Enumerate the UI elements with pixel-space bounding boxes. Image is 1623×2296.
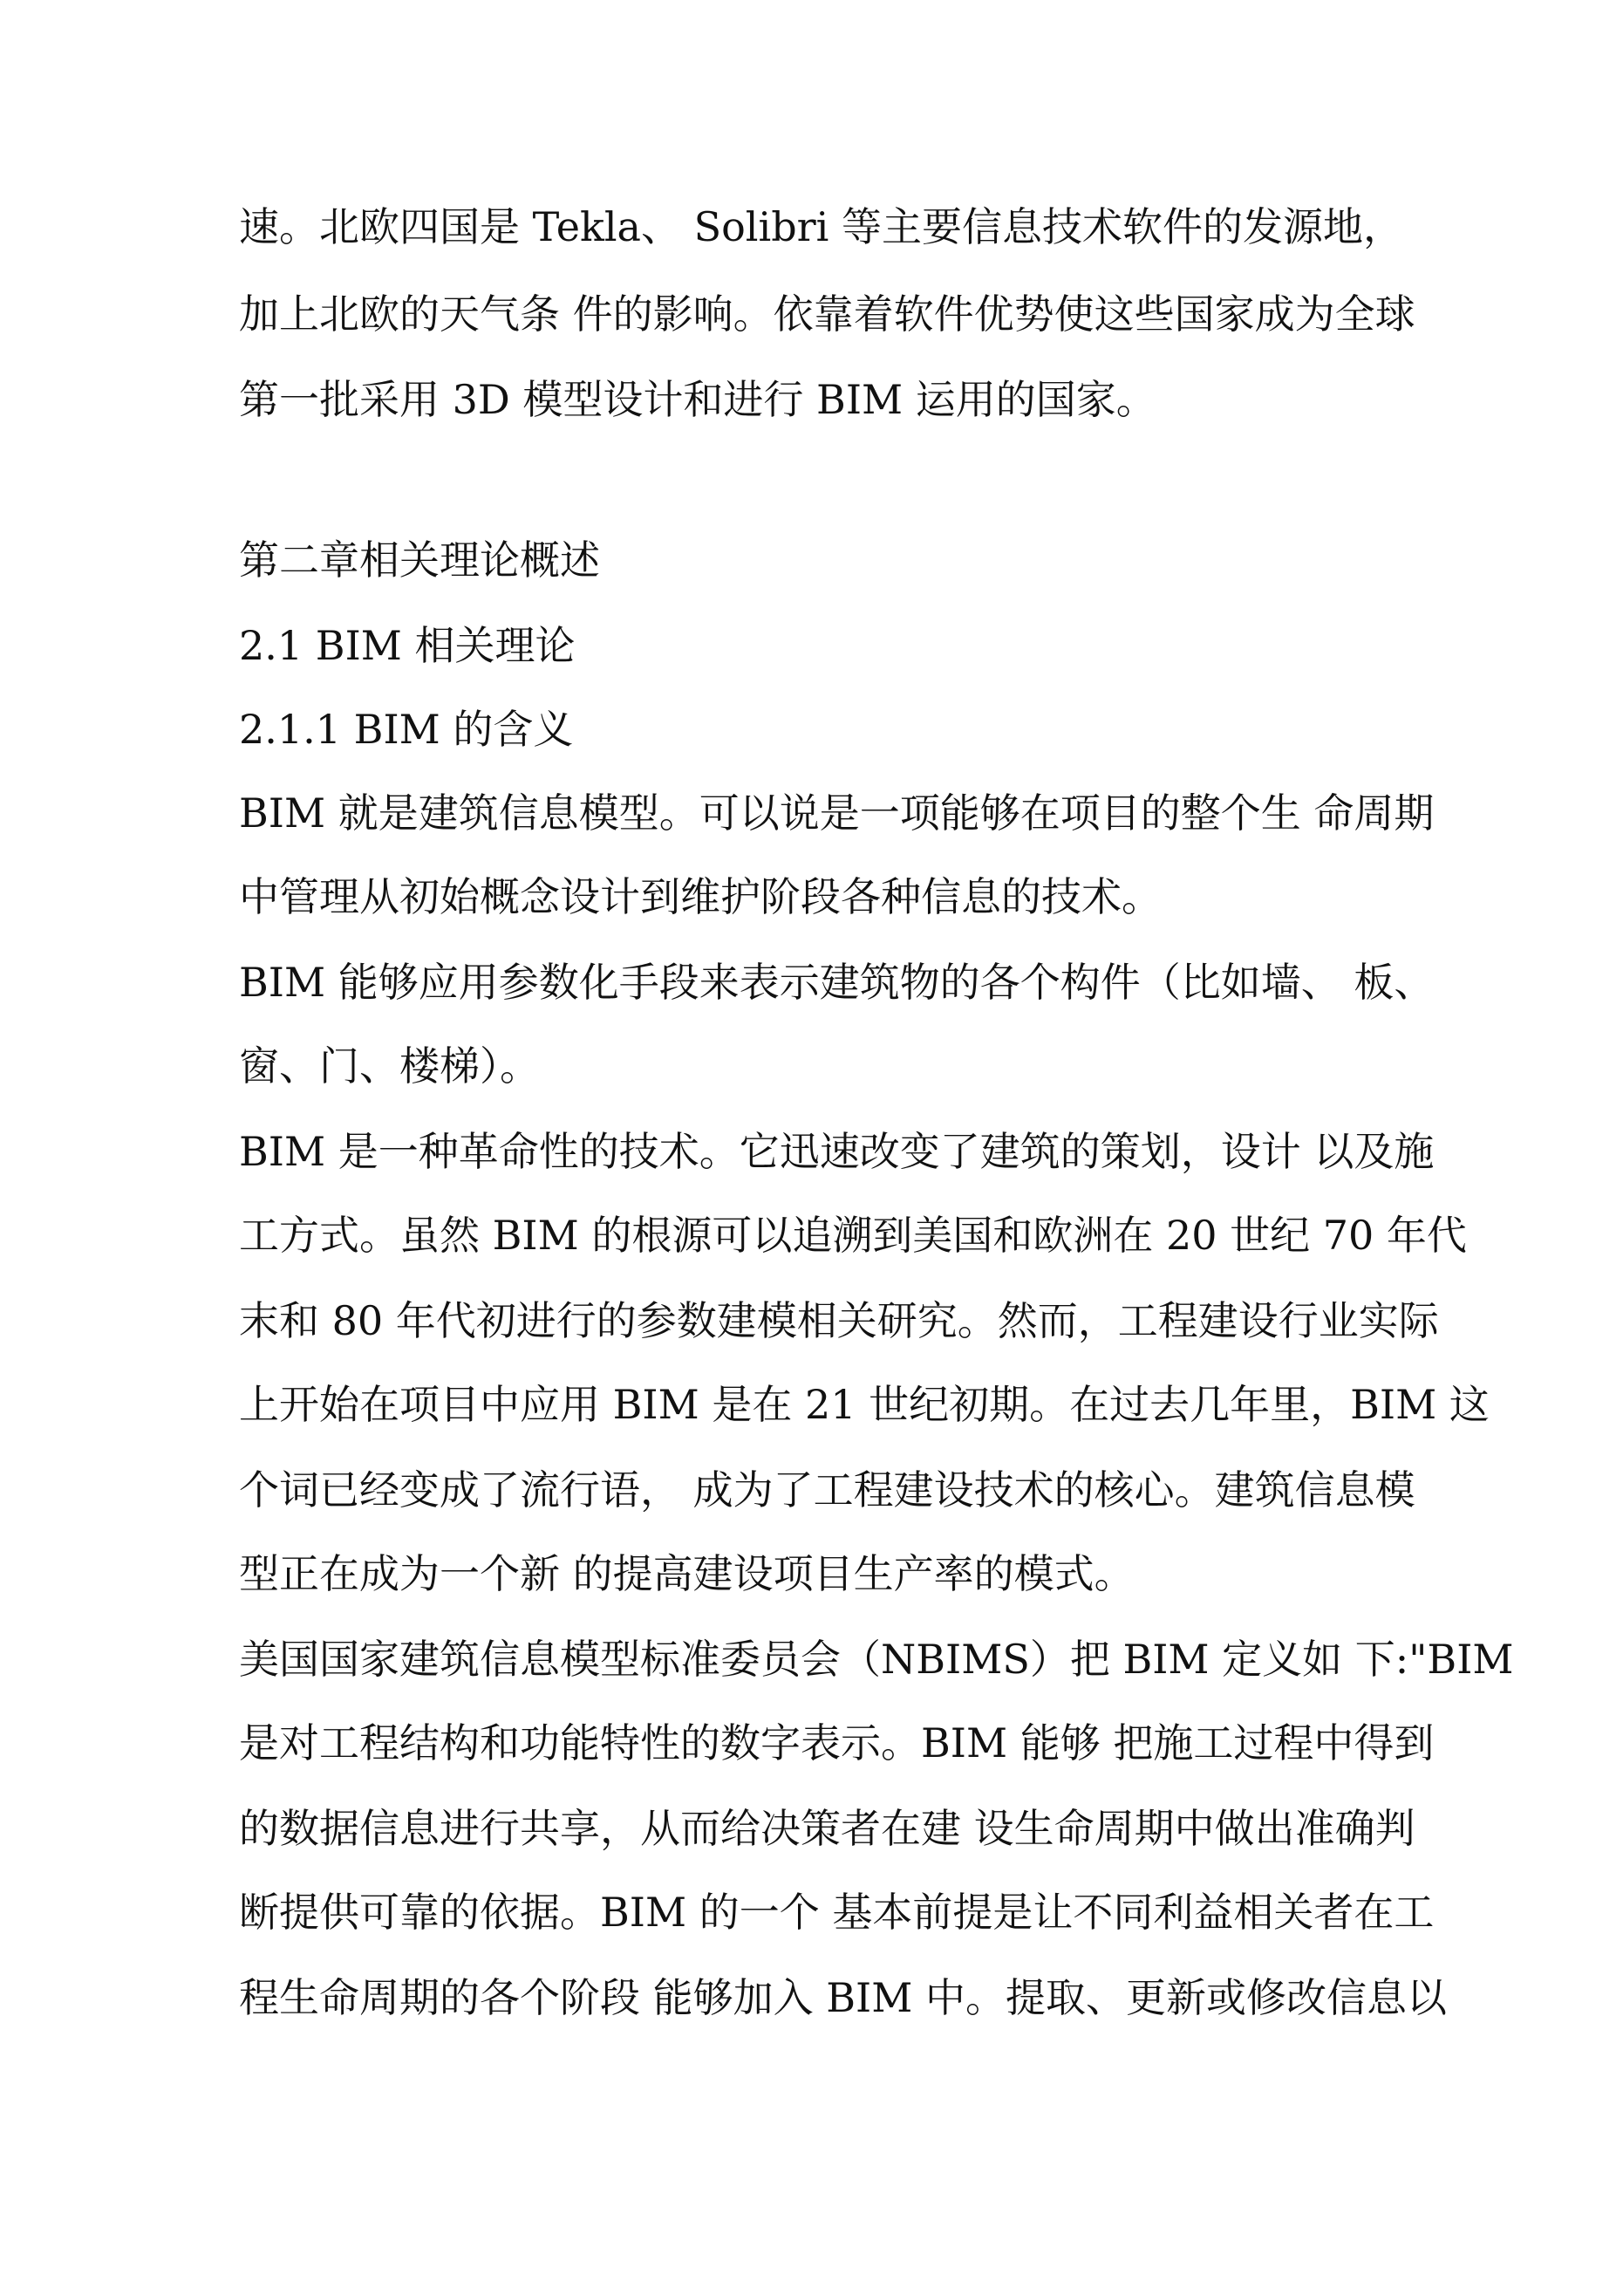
body-text-line: 速。北欧四国是 Tekla、 Solibri 等主要信息技术软件的发源地， [239,203,1403,250]
body-text-line: BIM 是一种革命性的技术。它迅速改变了建筑的策划，设计 以及施 [239,1128,1435,1175]
body-text-line: 中管理从初始概念设计到维护阶段各种信息的技术。 [239,873,1162,920]
body-text-line: 末和 80 年代初进行的参数建模相关研究。然而，工程建设行业实际 [239,1297,1439,1344]
body-text-line: 型正在成为一个新 的提高建设项目生产率的模式。 [239,1550,1135,1597]
body-text-line: 加上北欧的天气条 件的影响。依靠着软件优势使这些国家成为全球 [239,290,1415,338]
body-text-line: 个词已经变成了流行语， 成为了工程建设技术的核心。建筑信息模 [239,1466,1415,1514]
chapter-heading: 第二章相关理论概述 [239,536,600,584]
body-text-line: 程生命周期的各个阶段 能够加入 BIM 中。提取、更新或修改信息以 [239,1974,1447,2021]
body-text-line: 的数据信息进行共享，从而给决策者在建 设生命周期中做出准确判 [239,1805,1415,1852]
subsection-heading: 2.1.1 BIM 的含义 [239,706,574,753]
body-text-line: 断提供可靠的依据。BIM 的一个 基本前提是让不同利益相关者在工 [239,1889,1435,1936]
body-text-line: 工方式。虽然 BIM 的根源可以追溯到美国和欧洲在 20 世纪 70 年代 [239,1212,1467,1259]
body-text-line: 上开始在项目中应用 BIM 是在 21 世纪初期。在过去几年里，BIM 这 [239,1381,1490,1428]
body-text-line: 第一批采用 3D 模型设计和进行 BIM 运用的国家。 [239,376,1156,423]
body-text-line: 窗、门、楼梯）。 [239,1042,540,1090]
section-heading: 2.1 BIM 相关理论 [239,622,576,669]
body-text-line: BIM 能够应用参数化手段来表示建筑物的各个构件（比如墙、 板、 [239,959,1435,1006]
body-text-line: BIM 就是建筑信息模型。可以说是一项能够在项目的整个生 命周期 [239,789,1435,837]
body-text-line: 美国国家建筑信息模型标准委员会（NBIMS）把 BIM 定义如 下:"BIM [239,1636,1514,1683]
body-text-line: 是对工程结构和功能特性的数字表示。BIM 能够 把施工过程中得到 [239,1719,1435,1766]
